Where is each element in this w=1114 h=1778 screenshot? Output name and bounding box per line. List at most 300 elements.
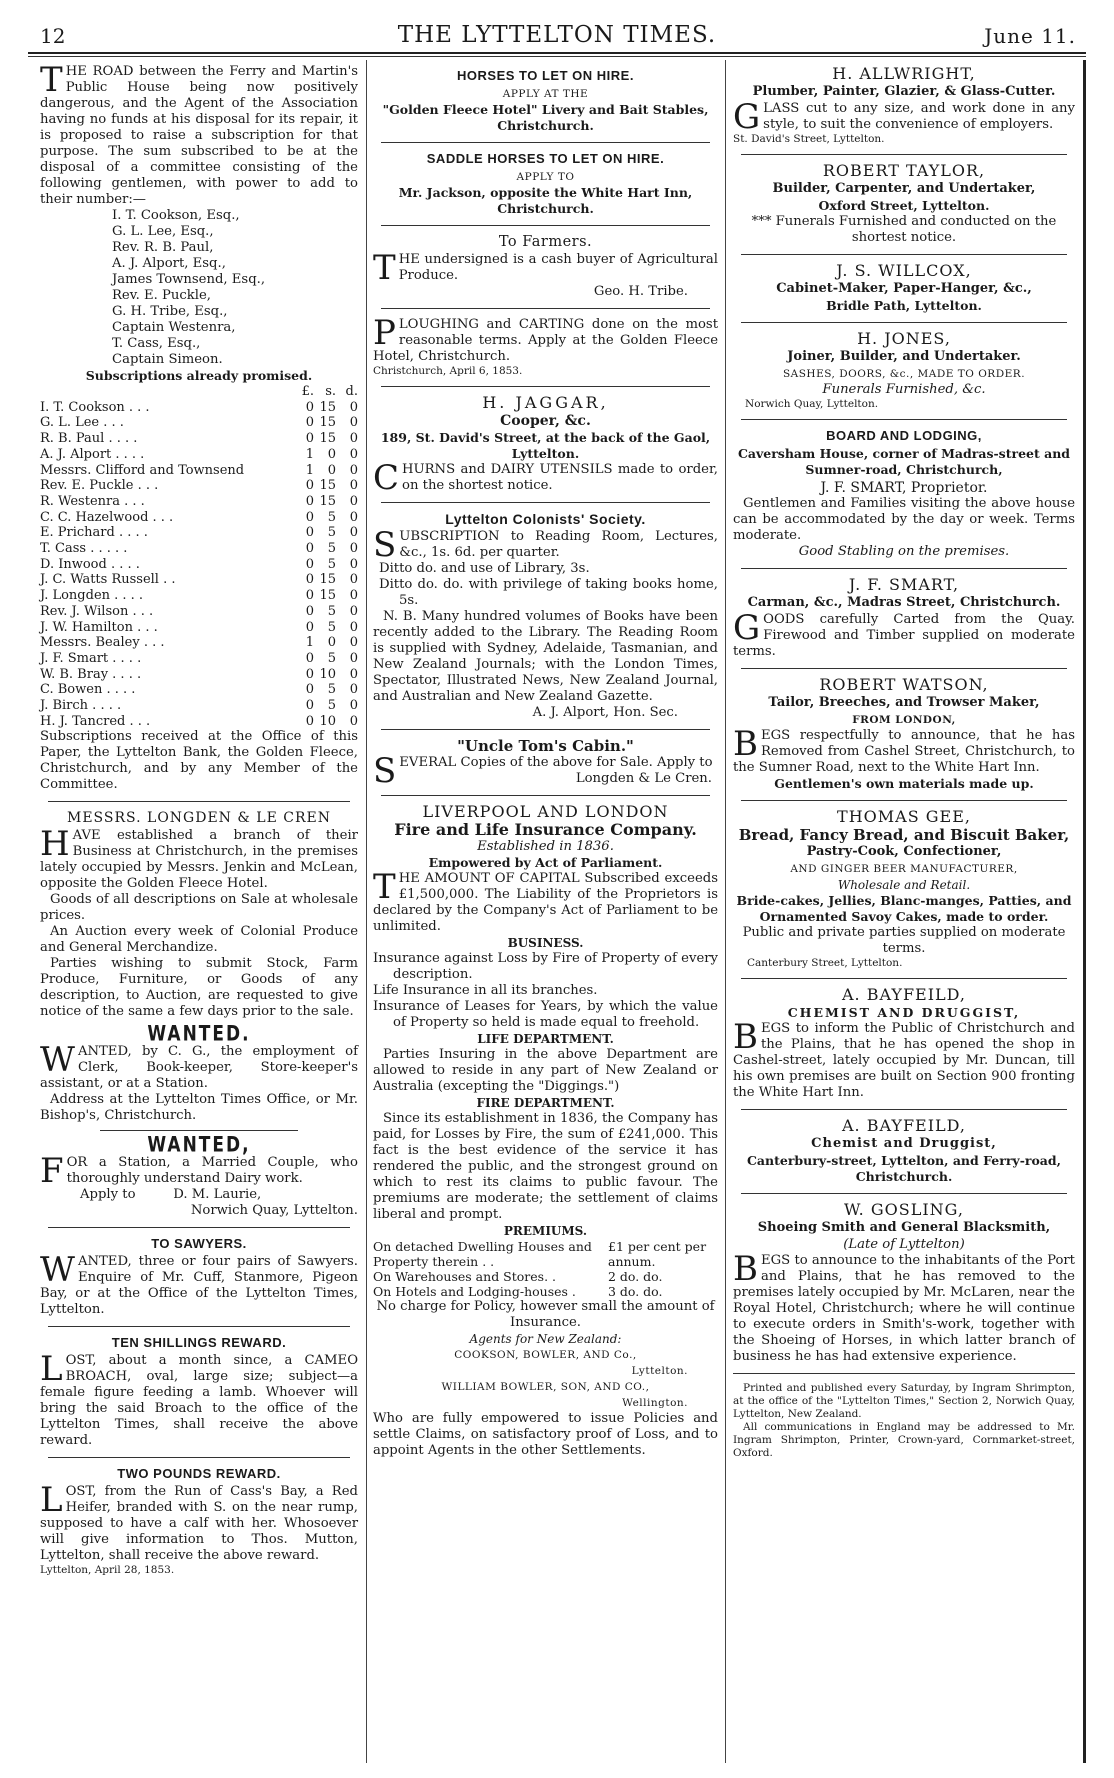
advert-text: Good Stabling on the premises.	[798, 544, 1010, 559]
table-row	[40, 541, 358, 557]
section-heading: PREMIUMS.	[503, 1224, 588, 1238]
table-header-row	[40, 384, 358, 400]
premium-item: On Hotels and Lodging-houses .	[373, 1284, 576, 1299]
committee-member: T. Cass, Esq.,	[112, 336, 201, 351]
advert-address: Oxford Street, Lyttelton.	[818, 198, 990, 213]
subscriber-name: A. J. Alport . . . .	[40, 446, 145, 462]
advert-heading: J. S. WILLCOX,	[836, 261, 972, 280]
drop-cap: P	[373, 313, 396, 353]
drop-cap: S	[373, 751, 397, 791]
premium-rate: 2 do. do.	[608, 1269, 663, 1284]
amount-cell: 0	[305, 525, 314, 541]
divider	[741, 154, 1067, 155]
subscriber-name: E. Prichard . . . .	[40, 525, 148, 541]
premium-rate: £1 per cent per annum.	[608, 1239, 707, 1269]
advert-heading: H. ALLWRIGHT,	[832, 64, 976, 83]
subscriber-name: J. W. Hamilton . . .	[40, 619, 158, 635]
amount-cell: 5	[327, 509, 336, 525]
subscriber-name: R. B. Paul . . . .	[40, 431, 138, 447]
advert-text: HE undersigned is a cash buyer of Agricultural Produce.	[398, 252, 718, 283]
board-lodging-advert	[733, 428, 1075, 560]
issue-date: June 11.	[984, 24, 1076, 48]
colonists-society-advert	[373, 511, 718, 721]
amount-cell: 0	[305, 650, 314, 666]
amount-cell: 0	[349, 572, 358, 588]
amount-cell: 15	[319, 572, 336, 588]
table-row	[40, 494, 358, 510]
advert-trade: Builder, Carpenter, and Undertaker,	[772, 181, 1036, 196]
amount-cell: 0	[349, 588, 358, 604]
subscriber-name: Messrs. Clifford and Townsend	[40, 462, 245, 478]
advert-text: UBSCRIPTION to Reading Room, Lectures, &c., 1s. 6d. per quarter.	[399, 529, 718, 560]
table-row	[40, 714, 358, 730]
advert-heading: MESSRS. LONGDEN & LE CREN	[67, 810, 331, 827]
amount-cell: 15	[319, 588, 336, 604]
subscriber-name: T. Cass . . . . .	[40, 541, 128, 557]
page-edge-rule	[1083, 60, 1086, 1763]
amount-cell: 0	[305, 682, 314, 698]
advert-address: Caversham House, corner of Madras-street and Sumner-road, Christchurch,	[737, 446, 1071, 477]
table-row	[40, 667, 358, 683]
advert-text: Insurance against Loss by Fire of Property of every description.	[373, 951, 718, 982]
subscriber-name: G. L. Lee . . .	[40, 415, 124, 431]
amount-cell: 5	[327, 619, 336, 635]
agent-place: Lyttelton.	[631, 1365, 688, 1377]
committee-member: Captain Westenra,	[112, 320, 236, 335]
advert-heading: A. BAYFEILD,	[841, 1116, 967, 1135]
advert-signature: A. J. Alport, Hon. Sec.	[532, 705, 678, 720]
amount-cell: 0	[349, 509, 358, 525]
column-header: £.	[301, 384, 314, 399]
amount-cell: 0	[305, 698, 314, 714]
table-row	[40, 431, 358, 447]
advert-text: Gentlemen and Families visiting the above house can be accommodated by the day or week. Terms moderate.	[733, 496, 1075, 543]
amount-cell: 0	[349, 603, 358, 619]
table-row	[40, 588, 358, 604]
advert-text: "Golden Fleece Hotel" Livery and Bait Stables, Christchurch.	[382, 102, 709, 133]
amount-cell: 0	[349, 415, 358, 431]
amount-cell: 15	[319, 493, 336, 509]
advert-text: Insurance of Leases for Years, by which the value of Property so held is made equal to freehold.	[373, 999, 718, 1030]
advert-trade: Carman, &c., Madras Street, Christchurch.	[747, 595, 1061, 610]
column-divider	[725, 60, 726, 1763]
table-row	[373, 1239, 718, 1269]
amount-cell: 0	[305, 603, 314, 619]
divider	[381, 225, 710, 226]
advert-heading: WANTED.	[147, 1021, 251, 1047]
agent-place: Wellington.	[622, 1397, 688, 1409]
amount-cell: 5	[327, 525, 336, 541]
amount-cell: 15	[319, 478, 336, 494]
drop-cap: S	[373, 525, 397, 565]
two-pounds-advert	[40, 1466, 358, 1577]
advert-text: Gentlemen's own materials made up.	[774, 776, 1034, 791]
amount-cell: 0	[349, 478, 358, 494]
printer-imprint	[733, 1382, 1075, 1460]
advert-text: EVERAL Copies of the above for Sale. Apply to	[399, 755, 713, 770]
amount-cell: 5	[327, 556, 336, 572]
amount-cell: 0	[349, 682, 358, 698]
advert-text: FROM LONDON,	[852, 714, 956, 726]
divider	[741, 668, 1067, 669]
advert-heading: HORSES TO LET ON HIRE.	[457, 68, 634, 83]
advert-text: Ditto do. do. with privilege of taking books home, 5s.	[379, 577, 718, 608]
committee-list	[40, 208, 358, 368]
table-row	[40, 525, 358, 541]
advert-text: LASS cut to any size, and work done in any style, to suit the convenience of employers.	[763, 101, 1075, 132]
advert-text: Goods of all descriptions on Sale at wholesale prices.	[40, 892, 358, 924]
divider	[741, 1109, 1067, 1110]
subscriber-name: W. B. Bray . . . .	[40, 666, 142, 682]
divider	[741, 322, 1067, 323]
advert-heading: BOARD AND LODGING,	[826, 428, 982, 443]
advert-text: Address at the Lyttelton Times Office, or Mr. Bishop's, Christchurch.	[40, 1092, 358, 1124]
amount-cell: 5	[327, 541, 336, 557]
farmers-advert	[373, 234, 718, 300]
committee-member: A. J. Alport, Esq.,	[112, 256, 226, 271]
advert-text: OR a Station, a Married Couple, who thoroughly understand Dairy work.	[66, 1155, 358, 1187]
divider	[741, 800, 1067, 801]
ploughing-advert	[373, 313, 718, 378]
amount-cell: 0	[349, 446, 358, 462]
newspaper-page	[28, 18, 1086, 1763]
advert-heading: To Farmers.	[498, 234, 593, 250]
table-row	[40, 572, 358, 588]
drop-cap: C	[373, 458, 400, 498]
advert-proprietor: J. F. SMART, Proprietor.	[820, 480, 988, 496]
subscriber-name: C. Bowen . . . .	[40, 682, 136, 698]
advert-text: Empowered by Act of Parliament.	[428, 855, 663, 870]
amount-cell: 0	[349, 698, 358, 714]
jones-advert	[733, 331, 1075, 411]
advert-heading: J. F. SMART,	[848, 575, 960, 594]
advert-text: Wholesale and Retail.	[837, 878, 971, 892]
subscriber-name: J. Longden . . . .	[40, 588, 144, 604]
drop-cap: H	[40, 824, 70, 865]
allwright-advert	[733, 66, 1075, 146]
committee-member: James Townsend, Esq.,	[112, 272, 266, 287]
advert-title: Bread, Fancy Bread, and Biscuit Baker,	[738, 826, 1070, 844]
advert-trade: Joiner, Builder, and Undertaker.	[787, 349, 1021, 364]
drop-cap: T	[373, 248, 396, 288]
advert-heading: SADDLE HORSES TO LET ON HIRE.	[426, 151, 665, 166]
road-text: HE ROAD between the Ferry and Martin's Public House being now positively dangerous, and the Agent of the Association having no funds at his disposal for its repair, it is proposed to raise a subscription for that purpose. The sum subscribed to be at the disposal of a committee consisting of the following gentlemen, with power to add to their number:—	[40, 64, 358, 207]
advert-text: Parties Insuring in the above Department are allowed to reside in any part of New Zealand or Australia (excepting the "Diggings.")	[373, 1047, 718, 1094]
divider	[48, 1326, 350, 1327]
drop-cap: F	[40, 1151, 64, 1192]
table-row	[40, 682, 358, 698]
premium-item: On detached Dwelling Houses and Property therein . .	[373, 1239, 592, 1269]
longden-advert	[40, 810, 358, 1020]
subscriber-name: R. Westenra . . .	[40, 493, 145, 509]
committee-member: Captain Simeon.	[112, 352, 223, 367]
bayfeild-druggist-advert	[733, 1118, 1075, 1185]
advert-address: Bridle Path, Lyttelton.	[826, 298, 982, 313]
divider	[381, 386, 710, 387]
watson-advert	[733, 677, 1075, 792]
premium-rate: 3 do. do.	[608, 1284, 663, 1299]
divider	[381, 502, 710, 503]
advert-text: Bride-cakes, Jellies, Blanc-manges, Patties, and Ornamented Savoy Cakes, made to order.	[736, 893, 1072, 924]
advert-heading: "Uncle Tom's Cabin."	[457, 737, 634, 755]
premiums-table	[373, 1239, 718, 1299]
divider	[741, 419, 1067, 420]
newspaper-title: THE LYTTELTON TIMES.	[397, 22, 717, 48]
column-header: s.	[325, 384, 336, 399]
amount-cell: 5	[327, 650, 336, 666]
subscriber-name: H. J. Tancred . . .	[40, 713, 151, 729]
advert-text: Ditto do. and use of Library, 3s.	[379, 561, 590, 576]
section-heading: FIRE DEPARTMENT.	[476, 1096, 615, 1110]
smart-carman-advert	[733, 577, 1075, 660]
company-name: Fire and Life Insurance Company.	[394, 820, 697, 839]
gosling-advert	[733, 1202, 1075, 1365]
table-row	[373, 1269, 718, 1284]
advert-text: OST, from the Run of Cass's Bay, a Red Heifer, branded with S. on the near rump, supposed to have a calf with her. Whosoever will give information to Thos. Mutton, Lyttelton, shall receive the above reward.	[40, 1484, 358, 1564]
amount-cell: 0	[349, 713, 358, 729]
advert-text: Mr. Jackson, opposite the White Hart Inn, Christchurch.	[398, 185, 693, 216]
amount-cell: 0	[349, 493, 358, 509]
advert-text: ANTED, three or four pairs of Sawyers. Enquire of Mr. Cuff, Stanmore, Pigeon Bay, or at the Office of the Lyttelton Times, Lyttelton.	[40, 1254, 358, 1318]
table-row	[40, 604, 358, 620]
jaggar-advert	[373, 393, 718, 498]
amount-cell: 0	[305, 619, 314, 635]
advert-date: Lyttelton, April 28, 1853.	[40, 1564, 175, 1577]
advert-heading: H. JONES,	[857, 329, 951, 348]
amount-cell: 0	[349, 462, 358, 478]
amount-cell: 0	[349, 650, 358, 666]
amount-cell: 1	[305, 462, 314, 478]
horses-advert	[373, 68, 718, 134]
advert-heading: WANTED,	[147, 1132, 251, 1158]
advert-text: OST, about a month since, a CAMEO BROACH, oval, large size; subject—a female figure feeding a lamb. Whoever will bring the said Broach to the office of the Lyttelton Times, shall receive the above reward.	[40, 1353, 358, 1449]
drop-cap: B	[733, 1017, 758, 1057]
amount-cell: 15	[319, 399, 336, 415]
amount-cell: 0	[305, 666, 314, 682]
amount-cell: 1	[305, 635, 314, 651]
advert-text: ANTED, by C. G., the employment of Clerk, Book-keeper, Store-keeper's assistant, or at a Station.	[40, 1044, 358, 1092]
ten-shillings-advert	[40, 1335, 358, 1449]
subscriber-name: J. F. Smart . . . .	[40, 650, 142, 666]
amount-cell: 15	[319, 431, 336, 447]
willcox-advert	[733, 263, 1075, 314]
advert-heading: THOMAS GEE,	[837, 807, 971, 826]
wanted-couple-advert	[40, 1132, 358, 1219]
advert-text: AVE established a branch of their Business at Christchurch, in the premises lately occupied by Messrs. Jenkin and McLean, opposite the Golden Fleece Hotel.	[40, 828, 358, 892]
page-number: 12	[40, 24, 66, 48]
table-row	[40, 698, 358, 714]
amount-cell: 0	[305, 572, 314, 588]
amount-cell: 0	[327, 446, 336, 462]
advert-text: AND GINGER BEER MANUFACTURER,	[790, 863, 1018, 875]
subscriber-name: Rev. E. Puckle . . .	[40, 478, 159, 494]
imprint-text: All communications in England may be addressed to Mr. Ingram Shrimpton, Printer, Crown-yard, Cornmarket-street, Oxford.	[733, 1421, 1075, 1459]
divider	[741, 568, 1067, 569]
table-row	[40, 415, 358, 431]
advert-text: No charge for Policy, however small the amount of Insurance.	[376, 1299, 715, 1330]
amount-cell: 10	[319, 713, 336, 729]
advert-text: An Auction every week of Colonial Produce and General Merchandize.	[40, 924, 358, 956]
divider	[381, 308, 710, 309]
section-heading: LIFE DEPARTMENT.	[477, 1032, 614, 1046]
table-row	[40, 635, 358, 651]
column-3	[733, 64, 1075, 1763]
drop-cap: B	[733, 724, 758, 764]
advert-text: Since its establishment in 1836, the Company has paid, for Losses by Fire, the sum of £241,000. This fact is the best evidence of the service it has rendered the public, and the strongest ground on which to rest its claims to public favour. The premiums are moderate; the settlement of claims liberal and prompt.	[373, 1111, 718, 1222]
wanted-clerk-advert	[40, 1021, 358, 1124]
amount-cell: 0	[349, 666, 358, 682]
committee-member: G. H. Tribe, Esq.,	[112, 304, 228, 319]
section-heading: Agents for New Zealand:	[469, 1332, 622, 1346]
advert-signature: Geo. H. Tribe.	[593, 284, 688, 299]
column-1	[40, 60, 358, 1763]
advert-text: Parties wishing to submit Stock, Farm Produce, Furniture, or Goods of any description, to Auction, are requested to give notice of the same a few days prior to the sale.	[40, 956, 358, 1020]
advert-text: OODS carefully Carted from the Quay. Firewood and Timber supplied on moderate terms.	[733, 612, 1075, 659]
table-row	[40, 620, 358, 636]
advert-text: APPLY TO	[516, 171, 575, 183]
amount-cell: 0	[349, 635, 358, 651]
amount-cell: 0	[327, 635, 336, 651]
advert-signature: D. M. Laurie,	[173, 1187, 262, 1203]
drop-cap: L	[40, 1349, 63, 1390]
advert-text: EGS to inform the Public of Christchurch and the Plains, that he has opened the shop in Cashel-street, lately occupied by Mr. Duncan, till his own premises are built on Section 900 fronting the White Hart Inn.	[733, 1021, 1075, 1100]
divider	[48, 1227, 350, 1228]
advert-text: Apply to	[80, 1187, 136, 1203]
amount-cell: 0	[349, 399, 358, 415]
advert-date: Christchurch, April 6, 1853.	[373, 365, 523, 377]
advert-text: Norwich Quay, Lyttelton.	[190, 1203, 358, 1219]
subscriptions-footer: Subscriptions received at the Office of this Paper, the Lyttelton Bank, the Golden Fleece, Christchurch, and by any Member of the Committee.	[40, 729, 358, 793]
table-row	[373, 1284, 718, 1299]
advert-signature: Longden & Le Cren.	[575, 771, 712, 786]
drop-cap: T	[40, 60, 63, 100]
drop-cap: T	[373, 867, 396, 907]
advert-text: SASHES, DOORS, &c., MADE TO ORDER.	[782, 368, 1026, 380]
premium-item: On Warehouses and Stores. .	[373, 1269, 556, 1284]
taylor-advert	[733, 163, 1075, 246]
subscriber-name: Rev. J. Wilson . . .	[40, 603, 154, 619]
divider	[741, 254, 1067, 255]
section-heading: BUSINESS.	[507, 936, 584, 950]
sawyers-advert	[40, 1236, 358, 1318]
amount-cell: 0	[305, 541, 314, 557]
advert-trade: Cooper, &c.	[500, 413, 591, 429]
advert-trade: Shoeing Smith and General Blacksmith,	[757, 1220, 1051, 1235]
advert-heading: ROBERT WATSON,	[819, 675, 989, 694]
advert-address: St. David's Street, Lyttelton.	[733, 133, 885, 145]
drop-cap: W	[40, 1250, 75, 1291]
amount-cell: 0	[349, 556, 358, 572]
committee-member: I. T. Cookson, Esq.,	[112, 208, 240, 223]
divider	[741, 978, 1067, 979]
table-row	[40, 510, 358, 526]
amount-cell: 0	[349, 619, 358, 635]
advert-text: (Late of Lyttelton)	[843, 1237, 965, 1252]
table-row	[40, 651, 358, 667]
advert-address: Canterbury Street, Lyttelton.	[747, 957, 903, 969]
amount-cell: 10	[319, 666, 336, 682]
masthead	[28, 18, 1086, 54]
masthead-rule	[28, 56, 1086, 57]
amount-cell: 0	[305, 399, 314, 415]
agent-name: WILLIAM BOWLER, SON, AND CO.,	[441, 1381, 650, 1393]
amount-cell: 0	[305, 713, 314, 729]
divider	[48, 1457, 350, 1458]
subscriber-name: J. C. Watts Russell . .	[40, 572, 176, 588]
divider	[733, 1373, 1075, 1374]
advert-text: Established in 1836.	[477, 839, 614, 854]
uncle-toms-cabin-advert	[373, 737, 718, 791]
amount-cell: 0	[305, 509, 314, 525]
advert-heading: Lyttelton Colonists' Society.	[445, 511, 646, 527]
advert-heading: W. GOSLING,	[844, 1200, 964, 1219]
subscriptions-table	[40, 384, 358, 729]
advert-text: N. B. Many hundred volumes of Books have been recently added to the Library. The Reading Room is supplied with Sydney, Adelaide, Tasmanian, and New Zealand Journals; with the London Times, Spectator, Illustrated News, New Zealand Journal, and Australian and New Zealand Gazette.	[373, 609, 718, 704]
advert-text: APPLY AT THE	[502, 88, 589, 100]
amount-cell: 0	[305, 588, 314, 604]
advert-heading: TO SAWYERS.	[151, 1236, 247, 1252]
amount-cell: 5	[327, 682, 336, 698]
advert-text: EGS respectfully to announce, that he has Removed from Cashel Street, Christchurch, to the Sumner Road, next to the White Hart Inn.	[733, 728, 1075, 775]
table-row	[40, 400, 358, 416]
advert-heading: LIVERPOOL AND LONDON	[422, 802, 669, 821]
advert-address: 189, St. David's Street, at the back of the Gaol, Lyttelton.	[380, 430, 711, 461]
subscriber-name: Messrs. Bealey . . .	[40, 635, 165, 651]
road-notice	[40, 60, 358, 793]
advert-text: Funerals Furnished, &c.	[822, 382, 986, 397]
advert-text: EGS to announce to the inhabitants of the Port and Plains, that he has removed to the premises lately occupied by Mr. McLaren, near the Royal Hotel, Christchurch; where he will continue to execute orders in Smith's-work, together with the Shoeing of Horses, in which latter branch of business he has had extensive experience.	[733, 1253, 1075, 1364]
advert-heading: ROBERT TAYLOR,	[822, 161, 986, 180]
amount-cell: 0	[305, 556, 314, 572]
advert-trade: CHEMIST AND DRUGGIST,	[787, 1005, 1021, 1020]
subscriber-name: C. C. Hazelwood . . .	[40, 509, 174, 525]
table-row	[40, 557, 358, 573]
drop-cap: G	[733, 97, 761, 137]
amount-cell: 0	[305, 415, 314, 431]
advert-trade: Chemist and Druggist,	[811, 1136, 997, 1151]
divider	[48, 801, 350, 802]
advert-trade: Tailor, Breeches, and Trowser Maker,	[768, 695, 1040, 710]
amount-cell: 0	[305, 478, 314, 494]
agent-name: COOKSON, BOWLER, AND Co.,	[454, 1349, 637, 1361]
table-row	[40, 478, 358, 494]
subscriber-name: I. T. Cookson . . .	[40, 399, 150, 415]
divider	[381, 795, 710, 796]
column-divider	[366, 60, 367, 1763]
divider	[741, 1193, 1067, 1194]
table-row	[40, 463, 358, 479]
drop-cap: L	[40, 1480, 63, 1521]
saddle-horses-advert	[373, 151, 718, 217]
insurance-advert	[373, 804, 718, 1459]
advert-text: Public and private parties supplied on moderate terms.	[742, 925, 1066, 956]
divider	[381, 142, 710, 143]
subscriber-name: J. Birch . . . .	[40, 698, 122, 714]
gee-advert	[733, 809, 1075, 970]
advert-heading: H. JAGGAR,	[482, 393, 609, 412]
subscriptions-heading: Subscriptions already promised.	[85, 368, 313, 383]
committee-member: G. L. Lee, Esq.,	[112, 224, 214, 239]
amount-cell: 5	[327, 698, 336, 714]
drop-cap: G	[733, 608, 761, 648]
column-2	[373, 64, 718, 1763]
advert-heading: A. BAYFEILD,	[841, 985, 967, 1004]
drop-cap: B	[733, 1249, 758, 1289]
advert-text: HURNS and DAIRY UTENSILS made to order, on the shortest notice.	[402, 462, 718, 493]
divider	[100, 1130, 298, 1131]
amount-cell: 0	[327, 462, 336, 478]
advert-text: *** Funerals Furnished and conducted on the shortest notice.	[751, 214, 1057, 245]
